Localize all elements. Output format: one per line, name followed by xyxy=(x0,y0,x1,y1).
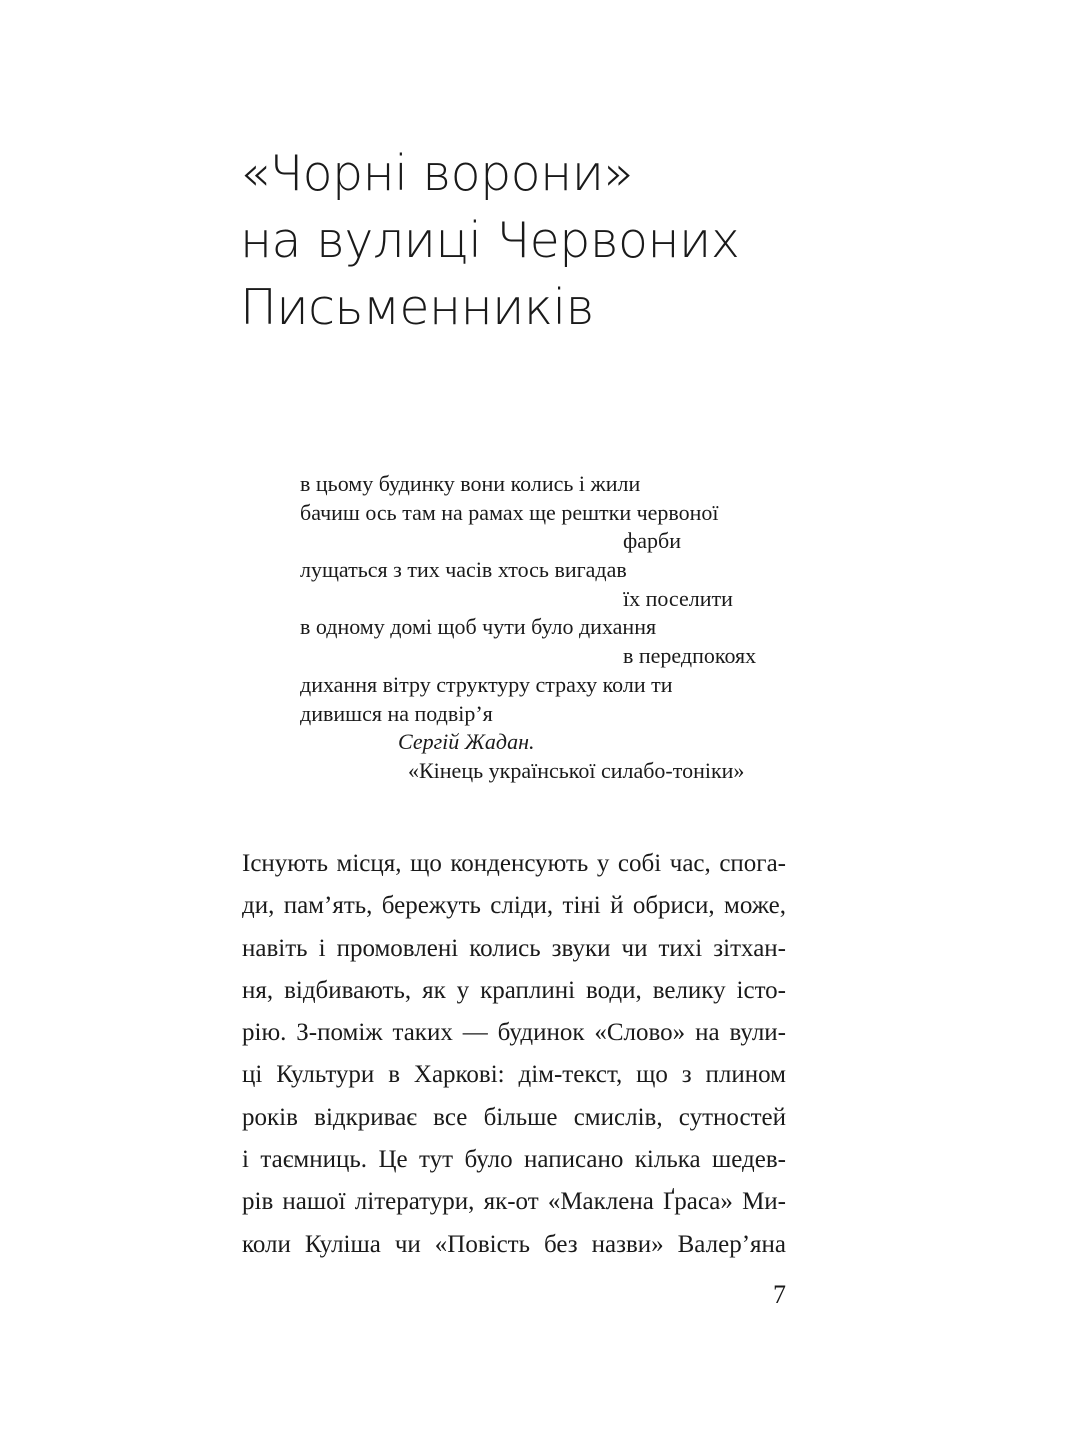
body-line-7: років відкриває все більше смислів, сутностей xyxy=(242,1103,786,1131)
body-line-3: навіть і промовлені колись звуки чи тихі зітхан- xyxy=(242,934,786,962)
page-number: 7 xyxy=(773,1280,786,1309)
body-line-2: ди, пам’ять, бережуть сліди, тіні й обриси, може, xyxy=(242,892,786,920)
epigraph-line-2: бачиш ось там на рамах ще рештки червоної xyxy=(300,499,719,525)
epigraph-line-4: лущаться з тих часів хтось вигадав xyxy=(300,557,627,583)
epigraph-source: «Кінець української силабо-тоніки» xyxy=(408,757,745,783)
body-line-6: ці Культури в Харкові: дім-текст, що з плином xyxy=(242,1061,786,1089)
body-line-4: ня, відбивають, як у краплині води, велику істо- xyxy=(242,976,786,1004)
epigraph-author: Сергій Жадан. xyxy=(398,729,535,755)
epigraph-line-1: в цьому будинку вони колись і жили xyxy=(300,471,641,496)
epigraph-line-6: в одному домі щоб чути було дихання xyxy=(300,614,657,640)
body-paragraph xyxy=(242,843,786,1266)
chapter-title-line-1: «Чорні ворони» xyxy=(240,145,633,202)
body-line-5: рію. З-поміж таких — будинок «Слово» на вули- xyxy=(242,1019,786,1047)
epigraph-line-7: в передпокоях xyxy=(623,643,757,669)
epigraph-line-8: дихання вітру структуру страху коли ти xyxy=(300,671,673,697)
epigraph-line-9: дивишся на подвір’я xyxy=(300,700,493,726)
epigraph xyxy=(300,470,820,786)
epigraph-line-3: фарби xyxy=(623,528,681,554)
body-line-9: рів нашої літератури, як-от «Маклена Ґраса» Ми- xyxy=(242,1188,786,1216)
chapter-title-line-2: на вулиці Червоних xyxy=(240,212,740,269)
body-line-1: Існують місця, що конденсують у собі час, спога- xyxy=(242,850,786,877)
chapter-title-line-3: Письменників xyxy=(240,279,594,336)
chapter-title xyxy=(240,140,840,341)
body-line-8: і таємниць. Це тут було написано кілька шедев- xyxy=(242,1146,786,1174)
epigraph-line-5: їх поселити xyxy=(623,585,733,611)
body-line-10: коли Куліша чи «Повість без назви» Валер’яна xyxy=(242,1230,786,1258)
